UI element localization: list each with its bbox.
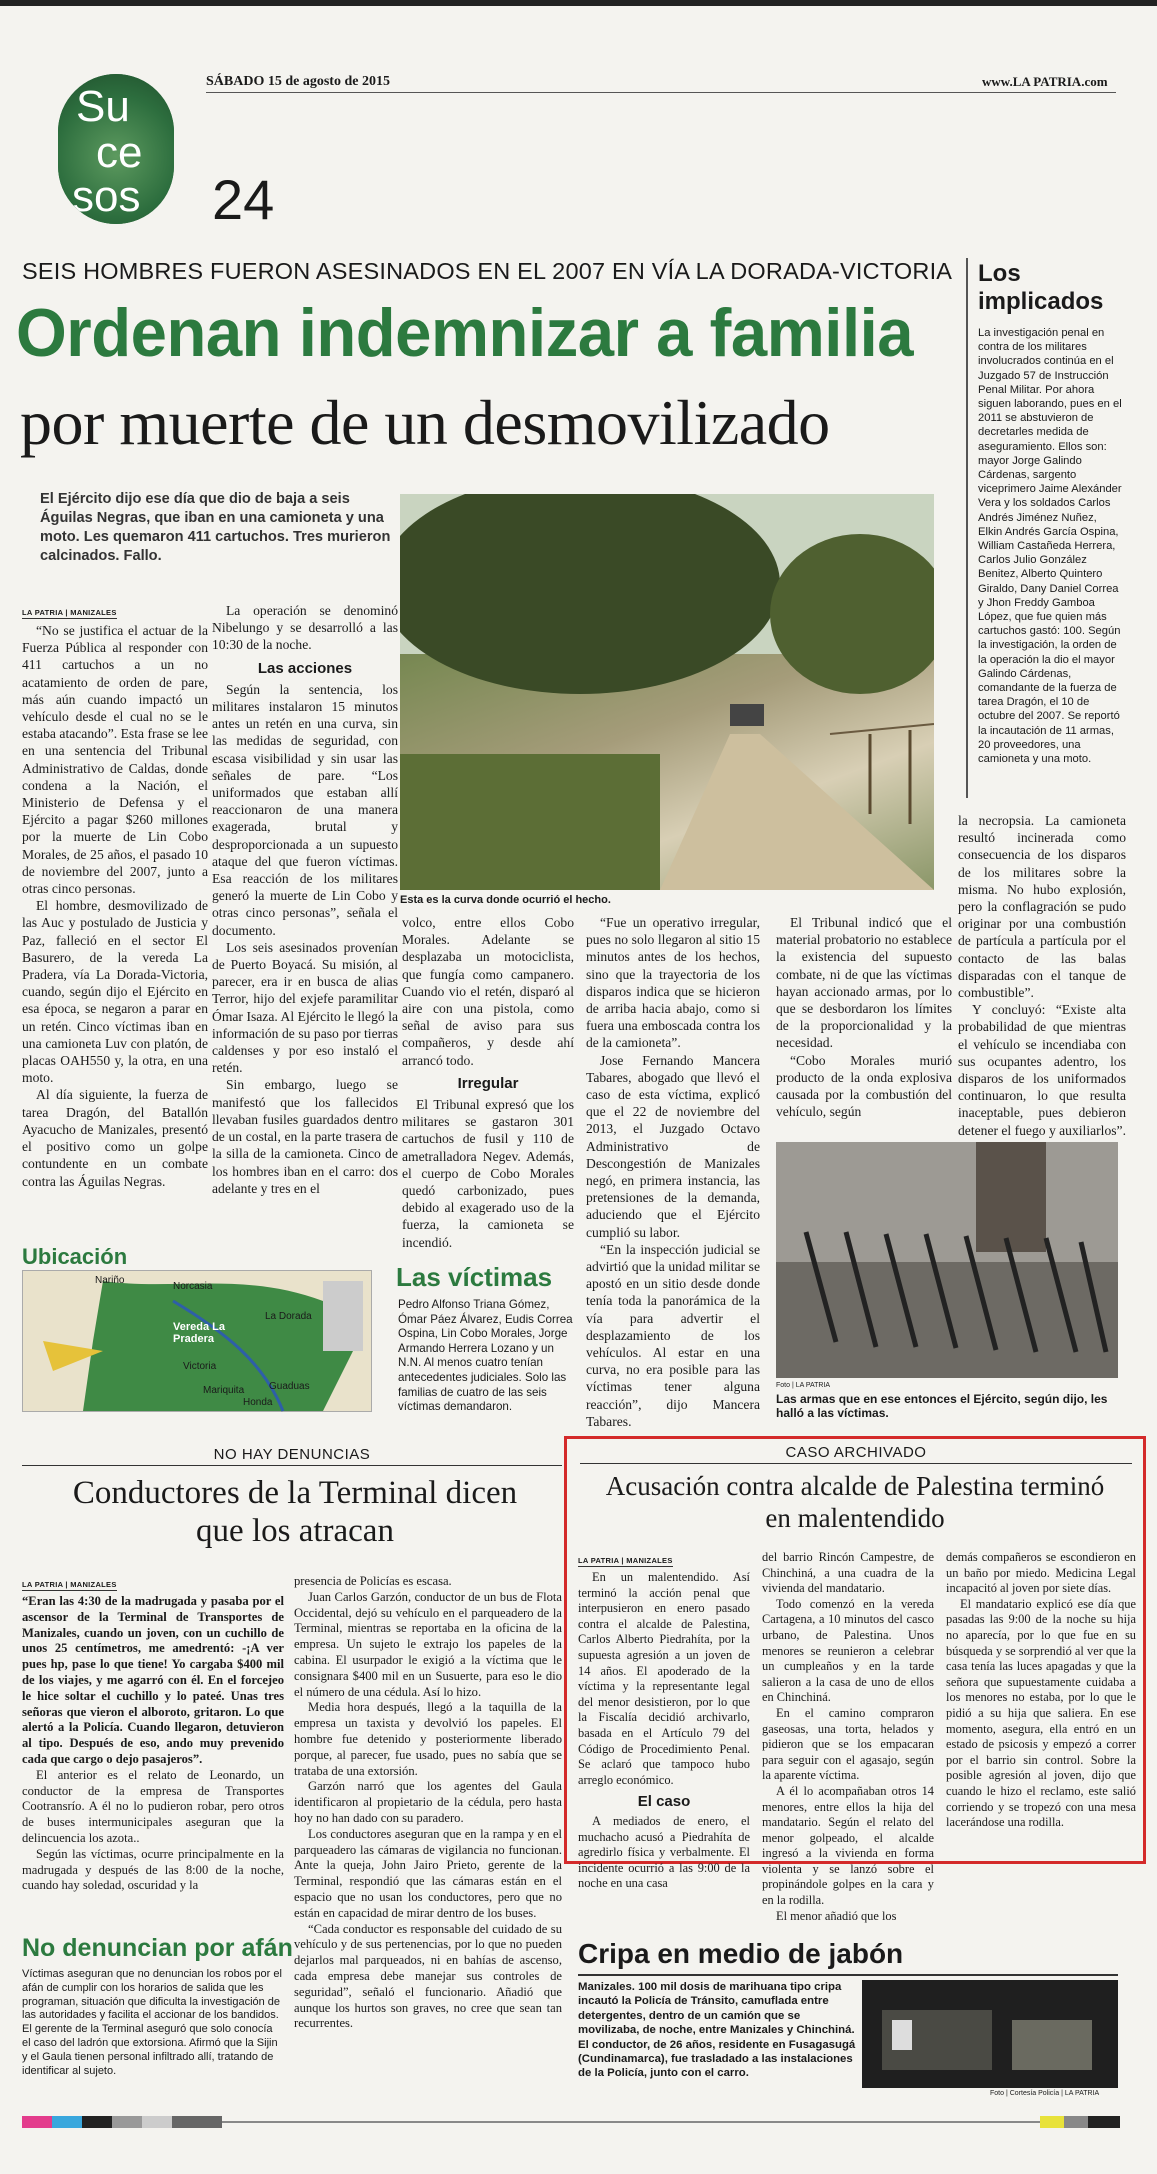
- bottom-color-bar-left: [22, 2116, 222, 2128]
- cripa-photo-illustration: [862, 1980, 1118, 2088]
- cripa-text: Manizales. 100 mil dosis de marihuana tipo cripa incautó la Policía de Tránsito, camuflada entre detergentes, dentro de un camión que se movilizaba, de noche, entre Manizales y Chinchiná. El conductor, de 26 años, residente en Fusagasugá (Cundinamarca), fue trasladado a las instalaciones de la Policía, junto con el carro.: [578, 1981, 856, 2080]
- palestina-label: CASO ARCHIVADO: [580, 1444, 1132, 1464]
- main-col2-intro: La operación se denominó Nibelungo y se desarrolló a las 10:30 de la noche.: [212, 603, 398, 653]
- terminal-col2: [294, 1574, 562, 2032]
- main-col3: [402, 914, 574, 1251]
- main-col1-p3: Al día siguiente, la fuerza de tarea Dragón, del Batallón Ayacucho de Manizales, presentó el positivo como un golpe contundente en un combate contra las Águilas Negras.: [22, 1087, 208, 1189]
- terminal-col2-p5: Los conductores aseguran que en la rampa y en el parqueadero las cámaras de vigilancia no funcionan. Ante la queja, John Jairo Prieto, gerente de la Terminal, respondió que las cámaras están en el espacio que no usan los conductores, pero que no están en capacidad de mirar dentro de los buses.: [294, 1826, 562, 1920]
- palestina-col1-p2: A mediados de enero, el muchacho acusó a Piedrahíta de agredirlo física y verbalmente. El incidente ocurrió a las 9:00 de la noche en una casa: [578, 1813, 750, 1891]
- photo2-caption: Las armas que en ese entonces el Ejército, según dijo, les halló a las víctimas.: [776, 1392, 1108, 1420]
- location-map: [22, 1270, 372, 1412]
- palestina-col2: [762, 1550, 934, 1924]
- logo-text-3: sos: [72, 172, 141, 221]
- cripa-title: Cripa en medio de jabón: [578, 1938, 904, 1969]
- top-rule: [0, 0, 1157, 6]
- weapons-photo: [776, 1142, 1118, 1378]
- main-col5-mid-p2: “Cobo Morales murió producto de la onda explosiva causada por la combustión del vehículo, según: [776, 1052, 952, 1120]
- main-col2-p2: Los seis asesinados provenían de Puerto Boyacá. Su misión, al parecer, era ir en busca de alias Terror, hijo del exjefe paramilitar Ómar Isaza. Al Ejército le llegó la información de su paso por tierras caldenses y por eso instaló el retén.: [212, 939, 398, 1076]
- map-label-vereda: Vereda La Pradera: [173, 1321, 225, 1345]
- main-col1-p1: “No se justifica el actuar de la Fuerza Pública al responder con 411 cartuchos a un no acatamiento de orden de pare, más aún cuando impactó un vehículo desde el cual no se le estaba atacando”. Esta frase se lee en una sentencia del Tribunal Administrativo de Caldas, donde condena a la Nación, el Ministerio de Defensa y el Ejército a pagar $260 millones por la muerte de Lin Cobo Morales, de 25 años, el pasado 10 de noviembre del 2007, junto a otras cinco personas.: [22, 623, 208, 897]
- header-site[interactable]: www.LA PATRIA.com: [982, 74, 1108, 89]
- palestina-col2-p2: Todo comenzó en la vereda Cartagena, a 10 minutos del casco urbano, de Palestina. Unos menores se reunieron a celebrar un cumpleaños y en la tarde salieron a la casa de uno de ellos en Chinchiná.: [762, 1596, 934, 1705]
- main-col1-p2: El hombre, desmovilizado de las Auc y postulado de Justicia y Paz, falleció en el sector El Basurero, de la vereda La Pradera, vía La Dorada-Victoria, cuando, según dijo el Ejército en esa época, se negaron a parar en un retén. Cinco víctimas iban en una camioneta Luv con platón, de placas OAH550 y, la otra, en una moto.: [22, 898, 208, 1086]
- header-date: SÁBADO 15 de agosto de 2015: [206, 74, 390, 89]
- byline: LA PATRIA | MANIZALES: [22, 608, 117, 617]
- section-logo: [58, 74, 174, 224]
- palestina-col2-p4: A él lo acompañaban otros 14 menores, entre ellos la hija del mandatario. Según el relato del menor golpeado, el alcalde ingresó a la vivienda en forma violenta y se lanzó sobre el propinándole golpes en la cara y en la rodilla.: [762, 1783, 934, 1908]
- palestina-col3-p2: El mandatario explicó ese día que pasadas las 9:00 de la noche su hija no aparecía, por lo que fue en su búsqueda y se sorprendió al ver que la casa tenía las luces apagadas y que la señora que supuestamente cuidaba a los menores no estaba, por lo que le pidió a su hija que saliera. En ese momento, asegura, ella entró en un estado de psicosis y empezó a correr por el barrio sin control. Sobre la posible agresión al joven, dijo que cuando le hizo el reclamo, este salió corriendo y se tropezó con una mesa lacerándose una rodilla.: [946, 1596, 1136, 1830]
- main-col1: [22, 602, 208, 1190]
- terminal-col1-p1: “Eran las 4:30 de la madrugada y pasaba por el ascensor de la Terminal de Transportes de Manizales, cuando un joven, con un cuchillo de unos 25 centímetros, me amedrentó: -¡A ver pues hp, pase lo que tiene! Yo cargaba $400 mil de los viajes, y me agarró con él. En el forcejeo le hice soltar el cuchillo y lo pateé. Unas tres señoras que vieron el alboroto, gritaron. Lo que alertó a la Policía. Cuando llegaron, detuvieron al tipo. Después de eso, ando muy prevenido cada que cargo o dejo pasajeros”.: [22, 1594, 284, 1766]
- terminal-byline: LA PATRIA | MANIZALES: [22, 1580, 117, 1589]
- main-col2-subhead: Las acciones: [257, 659, 353, 677]
- main-col6-p1: la necropsia. La camioneta resultó incinerada como consecuencia de los disparos de los militares sobre la misma. No hubo explosión, pero la conflagración se pudo originar por una combustión de partícula a partícula por el contacto de las balas disparadas con el tanque de combustible”.: [958, 813, 1126, 1001]
- palestina-headline: Acusación contra alcalde de Palestina terminó en malentendido: [605, 1471, 1105, 1533]
- photo2-credit: Foto | LA PATRIA: [776, 1382, 831, 1389]
- terminal-col2-p6: “Cada conductor es responsable del cuidado de su vehículo y de sus pertenencias, por lo que no pueden dejarlos mal parqueados, ni en bahías de ascenso, cada empresa debe manejar sus controles de seguridad”, señaló el funcionario. Añadió que aunque los hurtos son graves, no cree que sean tan recurrentes.: [294, 1921, 562, 2031]
- terminal-col1-p3: Según las víctimas, ocurre principalmente en la madrugada y después de las 8:00 de la noche, cuando hay soledad, oscuridad y la: [22, 1846, 284, 1893]
- terminal-col2-p3: Media hora después, llegó a la taquilla de la empresa un taxista y devolvió los papeles. El hombre fue detenido y posteriormente liberado porque, al parecer, fue usado, pues no sabía que se trataba de una extorsión.: [294, 1700, 562, 1778]
- palestina-col3-p1: demás compañeros se escondieron en un baño por miedo. Medicina Legal incapacitó al joven por siete días.: [946, 1550, 1136, 1596]
- main-col2: [212, 602, 398, 1197]
- sidebar-divider: [966, 258, 968, 798]
- terminal-col2-p4: Garzón narró que los agentes del Gaula identificaron al propietario de la cédula, pero hasta hoy no han dado con su paradero.: [294, 1779, 562, 1825]
- logo-text-2: ce: [96, 128, 143, 177]
- victims-title: Las víctimas: [396, 1262, 553, 1292]
- bottom-rule: [222, 2121, 1042, 2123]
- palestina-col2-p5: El menor añadió que los: [776, 1908, 897, 1923]
- main-col6-p2: Y concluyó: “Existe alta probabilidad de que mientras el vehículo se incendiaba con sus ocupantes adentro, los disparos de los uniformados continuaron, lo que resulta inaceptable, pues debieron detener el fuego y auxiliarlos”.: [958, 1002, 1126, 1138]
- road-photo: [400, 494, 934, 890]
- palestina-col2-p1: del barrio Rincón Campestre, de Chinchiná, a una cuadra de la vivienda del mandatario.: [762, 1550, 934, 1596]
- terminal-col2-p1: presencia de Policías es escasa.: [294, 1574, 452, 1588]
- terminal-headline: Conductores de la Terminal dicen que los atracan: [72, 1475, 518, 1549]
- main-col3-subhead: Irregular: [457, 1074, 519, 1092]
- sidebar-title: Los implicados: [978, 260, 1104, 315]
- palestina-col1-subhead: El caso: [637, 1793, 691, 1811]
- weapons-photo-illustration: [776, 1142, 1118, 1378]
- map-label-honda: Honda: [243, 1397, 273, 1408]
- logo-text-1: Su: [76, 82, 130, 131]
- victims-text: Pedro Alfonso Triana Gómez, Ómar Páez Álvarez, Eudis Correa Ospina, Lin Cobo Morales, Jorge Armando Herrera Lozano y un N.N. Al menos cuatro tenían antecedentes judiciales. Solo las familias de cuatro de las seis víctimas demandaron.: [398, 1298, 573, 1414]
- main-col4: [586, 914, 760, 1430]
- afan-title: No denuncian por afán: [22, 1934, 293, 1962]
- palestina-col3: [946, 1550, 1136, 1831]
- afan-text: Víctimas aseguran que no denuncian los robos por el afán de cumplir con los horarios de salida que les programan, situación que dificulta la investigación de las autoridades y facilita el accionar de los bandidos. El gerente de la Terminal aseguró que solo conocía el caso del ladrón que extorsiona. Afirmó que la Sijin y el Gaula tienen personal infiltrado allí, tratando de identificar al sujeto.: [22, 1968, 282, 2077]
- main-summary: El Ejército dijo ese día que dio de baja a seis Águilas Negras, que iban en una camioneta y una moto. Les quemaron 411 cartuchos. Tres murieron calcinados. Fallo.: [40, 491, 391, 564]
- map-label-dorada: La Dorada: [265, 1311, 312, 1322]
- main-col4-p3: “En la inspección judicial se advirtió que la unidad militar se apostó en un sitio desde donde tenía toda la panorámica de la vía para advertir el desplazamiento de los vehículos. Al estar en una curva, no era posible para las víctimas tener alguna reacción”, dijo Mancera Tabares.: [586, 1241, 760, 1429]
- palestina-byline: LA PATRIA | MANIZALES: [578, 1556, 673, 1565]
- terminal-label: NO HAY DENUNCIAS: [22, 1446, 562, 1466]
- map-title: Ubicación: [22, 1244, 128, 1269]
- map-label-guaduas: Guaduas: [269, 1381, 310, 1392]
- bottom-color-bar-right: [1040, 2116, 1120, 2128]
- palestina-col2-p3: En el camino compraron gaseosas, una torta, helados y pidieron que se los empacaran para seguir con el agasajo, según la aparente víctima.: [762, 1705, 934, 1783]
- main-col2-p3: Sin embargo, luego se manifestó que los fallecidos llevaban fusiles guardados dentro de un costal, en la parte trasera de la silla de la camioneta. Cinco de los hombres iban en el carro: dos adelante y tres en el: [212, 1077, 398, 1196]
- main-col5-mid-p1: El Tribunal indicó que el material probatorio no establece la existencia del supuesto combate, ni de que las víctimas hayan accionado armas, por lo que se desbordaron los límites de la proporcionalidad y la necesidad.: [776, 915, 952, 1051]
- map-label-norcasia: Norcasia: [173, 1281, 213, 1292]
- page-number: 24: [212, 168, 275, 231]
- main-col6: [958, 812, 1126, 1139]
- main-headline-2: por muerte de un desmovilizado: [20, 387, 830, 458]
- main-headline-1: Ordenan indemnizar a familia: [16, 295, 914, 371]
- main-col2-p1: Según la sentencia, los militares instalaron 15 minutos antes un retén en una curva, sin las medidas de seguridad, con escasa visibilidad y sin usar las señales de pare. “Los uniformados que estaban allí reaccionaron de una manera exagerada, brutal y desproporcionada a un supuesto ataque del que fueron víctimas. Esa reacción de los militares generó la muerte de Lin Cobo y otras cinco personas”, señala el documento.: [212, 681, 398, 938]
- sidebar-text: La investigación penal en contra de los militares involucrados continúa en el Juzgado 57 de Instrucción Penal Militar. Por ahora siguen laborando, pues en el 2011 se abstuvieron de decretarles medida de aseguramiento. Ellos son: mayor Jorge Galindo Cárdenas, sargento viceprimero Jaime Alexánder Vera y los soldados Carlos Andrés Jiménez Nuñez, Elkin Andrés García Ospina, William Castañeda Herrera, Carlos Julio González Benitez, Alberto Quintero Giraldo, Dany Daniel Correa y Jhon Freddy Gamboa López, que fue quien más cartuchos gastó: 100. Según la investigación, la orden de la operación la dio el mayor Galindo Cárdenas, comandante de la fuerza de tarea Dragón, el 10 de octubre del 2007. Se reportó la incautación de 11 armas, 20 proveedores, una camioneta y una moto.: [978, 327, 1122, 766]
- map-label-victoria: Victoria: [183, 1361, 217, 1372]
- palestina-col1: [578, 1550, 750, 1892]
- palestina-col1-p1: En un malentendido. Así terminó la acción penal que interpusieron en enero pasado contra el alcalde de Palestina, Carlos Alberto Piedrahíta, por la supuesta agresión a un joven de 14 años. El apoderado de la víctima y la representante legal del menor desistieron, por lo que la Fiscalía decidió archivarlo, basada en el Artículo 79 del Código de Procedimiento Penal. Se aclaró que tampoco hubo arreglo económico.: [578, 1570, 750, 1787]
- main-kicker: SEIS HOMBRES FUERON ASESINADOS EN EL 2007 EN VÍA LA DORADA-VICTORIA: [22, 258, 953, 284]
- photo1-caption: Esta es la curva donde ocurrió el hecho.: [400, 894, 611, 906]
- terminal-col1: [22, 1574, 284, 1894]
- main-col5-mid: [776, 914, 952, 1120]
- map-label-mariquita: Mariquita: [203, 1385, 245, 1396]
- main-col4-p2: Jose Fernando Mancera Tabares, abogado que llevó el caso de esta víctima, explicó que el 22 de noviembre del 2013, el Juzgado Octavo Administrativo de Descongestión de Manizales negó, en primera instancia, las pretensiones de la demanda, aduciendo que el Ejército cumplió su labor.: [586, 1052, 760, 1240]
- terminal-col2-p2: Juan Carlos Garzón, conductor de un bus de Flota Occidental, dejó su vehículo en el parqueadero de la Terminal, mientras se reportaba en la oficina de la empresa. Un sujeto le extrajo los papeles de la cabina. El usurpador le exigió a la víctima que le consignara $400 mil en un Susuerte, para eso le dio el número de una cédula. Así lo hizo.: [294, 1589, 562, 1699]
- map-label-narino: Nariño: [95, 1275, 125, 1286]
- cripa-photo: [862, 1980, 1118, 2088]
- main-col3-p1: volco, entre ellos Cobo Morales. Adelante se desplazaba un motociclista, que fungía como campanero. Cuando vio el retén, disparó al aire con una pistola, como señal de aviso para sus compañeros, y desde ahí arrancó todo.: [402, 915, 574, 1068]
- cripa-rule: [578, 1974, 1118, 1976]
- main-col3-p2: El Tribunal expresó que los militares se gastaron 301 cartuchos de fusil y 110 de ametralladora Negev. Además, el cuerpo de Cobo Morales quedó carbonizado, pues debido al exagerado uso de la fuerza, la camioneta se incendió.: [402, 1097, 574, 1250]
- cripa-credit: Foto | Cortesía Policía | LA PATRIA: [990, 2090, 1100, 2097]
- header-rule: [206, 92, 1116, 93]
- main-col4-p1: “Fue un operativo irregular, pues no solo llegaron al sitio 15 minutos antes de los hechos, sino que la trayectoria de los disparos indica que se hicieron de arriba hacia abajo, como si fuera una emboscada contra los de la camioneta”.: [586, 915, 760, 1051]
- terminal-col1-p2: El anterior es el relato de Leonardo, un conductor de la empresa de Transportes Cootransrío. A él no lo pudieron robar, pero otros de buses intermunicipales aseguran que la delincuencia los azota..: [22, 1767, 284, 1845]
- road-photo-illustration: [400, 494, 934, 890]
